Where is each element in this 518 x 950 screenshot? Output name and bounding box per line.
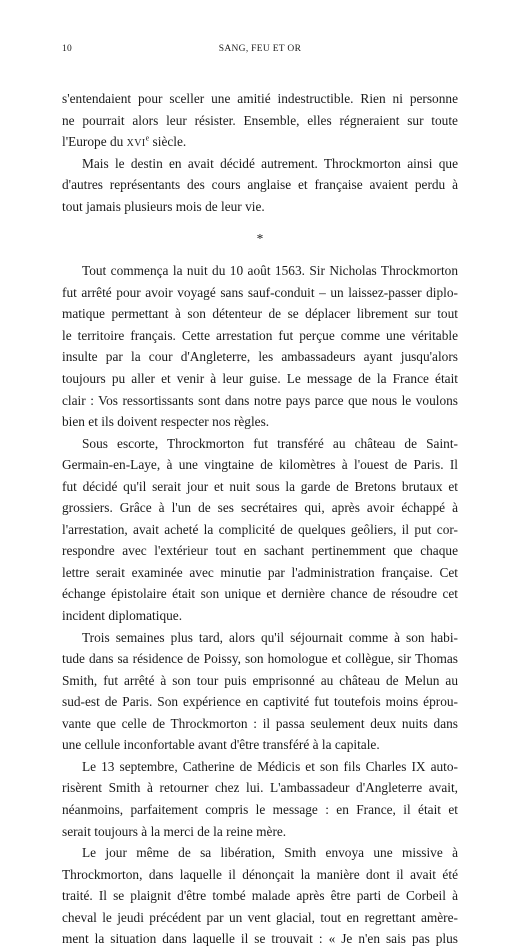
text-line: insulte par la cour d'Angleterre, les ambassadeurs ayant jusqu'alors: [62, 349, 458, 365]
text-line: bien et ils doivent respecter nos règles.: [62, 414, 270, 430]
text-line: néanmoins, parfaitement compris le message : en France, il était et: [62, 801, 458, 817]
text-line: tout jamais plusieurs mois de leur vie.: [62, 198, 265, 214]
text-line: Le 13 septembre, Catherine de Médicis et son fils Charles IX auto-: [82, 758, 458, 774]
text-line: Throckmorton, dans laquelle il dénonçait la manière dont il avait été: [62, 866, 458, 882]
text-line: matique permettant à son détenteur de se déplacer librement sur tout: [62, 306, 458, 322]
text-line: tude dans sa résidence de Poissy, son homologue et collègue, sir Thomas: [62, 651, 458, 667]
text-line: clair : Vos ressortissants sont dans notre pays parce que nous le voulons: [62, 392, 458, 408]
text-fragment: l'Europe du: [62, 134, 127, 150]
text-line: fut arrêté pour avoir voyagé sans sauf-conduit – un laissez-passer diplo-: [62, 284, 458, 300]
page-number: 10: [62, 44, 73, 54]
text-line: toujours pu aller et venir à leur guise. Le message de la France était: [62, 371, 458, 387]
text-line: cheval le jeudi précédent par un vent glacial, tout en regrettant amère-: [62, 909, 458, 925]
text-line: ne pourrait alors leur résister. Ensemble, elles régneraient sur toute: [62, 112, 458, 128]
text-line: vante que celle de Throckmorton : il passa seulement deux nuits dans: [62, 715, 458, 731]
superscript: e: [145, 133, 150, 143]
century-numeral: XVI: [126, 138, 146, 150]
text-line: Le jour même de sa libération, Smith envoya une missive à: [82, 845, 458, 861]
text-line: une cellule inconfortable avant d'être transféré à la capitale.: [62, 737, 380, 753]
text-line: sud-est de Paris. Son expérience en captivité fut toutefois moins éprou-: [62, 694, 458, 710]
running-title: SANG, FEU ET OR: [218, 44, 302, 54]
text-line: d'autres représentants des cours anglaise et française avaient perdu à: [62, 177, 458, 193]
text-line: lettre serait examinée avec minutie par l'administration française. Cet: [62, 564, 458, 580]
text-fragment: siècle.: [149, 134, 187, 150]
running-head: [62, 44, 458, 58]
text-line: fut décidé qu'il serait jour et nuit sous la garde de Bretons brutaux et: [62, 478, 458, 494]
text-line: serait toujours à la merci de la reine mère.: [62, 823, 287, 839]
text-line: Mais le destin en avait décidé autrement. Throckmorton ainsi que: [82, 155, 458, 171]
text-line: s'entendaient pour sceller une amitié indestructible. Rien ni personne: [62, 91, 458, 106]
text-line: incident diplomatique.: [62, 608, 183, 624]
text-line: risèrent Smith à retourner chez lui. L'ambassadeur d'Angleterre avait,: [62, 780, 458, 796]
text-line: l'arrestation, avait acheté la complicité de quelques geôliers, il put cor-: [62, 521, 458, 537]
text-line: Tout commença la nuit du 10 août 1563. Sir Nicholas Throckmorton: [82, 263, 458, 279]
text-line: respondre avec l'extérieur tout en sachant pertinemment que chaque: [62, 543, 458, 559]
text-line: ment la situation dans laquelle il se trouvait : « Je n'en sais pas plus: [62, 931, 458, 947]
text-line: le territoire français. Cette arrestation fut perçue comme une véritable: [62, 327, 458, 343]
text-line: échange épistolaire était son unique et dernière chance de résoudre cet: [62, 586, 458, 602]
text-line: Trois semaines plus tard, alors qu'il séjournait comme à son habi-: [82, 629, 458, 645]
text-line: Smith, fut arrêté à son tour puis emprisonné au château de Melun au: [62, 672, 458, 688]
text-line: [62, 131, 458, 153]
text-line: Germain-en-Laye, à une vingtaine de kilomètres à l'ouest de Paris. Il: [62, 457, 458, 473]
body-text: [62, 88, 458, 950]
text-line: Sous escorte, Throckmorton fut transféré au château de Saint-: [82, 435, 458, 451]
text-line: traité. Il se plaignit d'être tombé malade après être parti de Corbeil à: [62, 888, 458, 904]
section-separator: *: [256, 231, 264, 247]
text-line: grossiers. Grâce à l'un de ses secrétaires qui, après avoir échappé à: [62, 500, 458, 516]
